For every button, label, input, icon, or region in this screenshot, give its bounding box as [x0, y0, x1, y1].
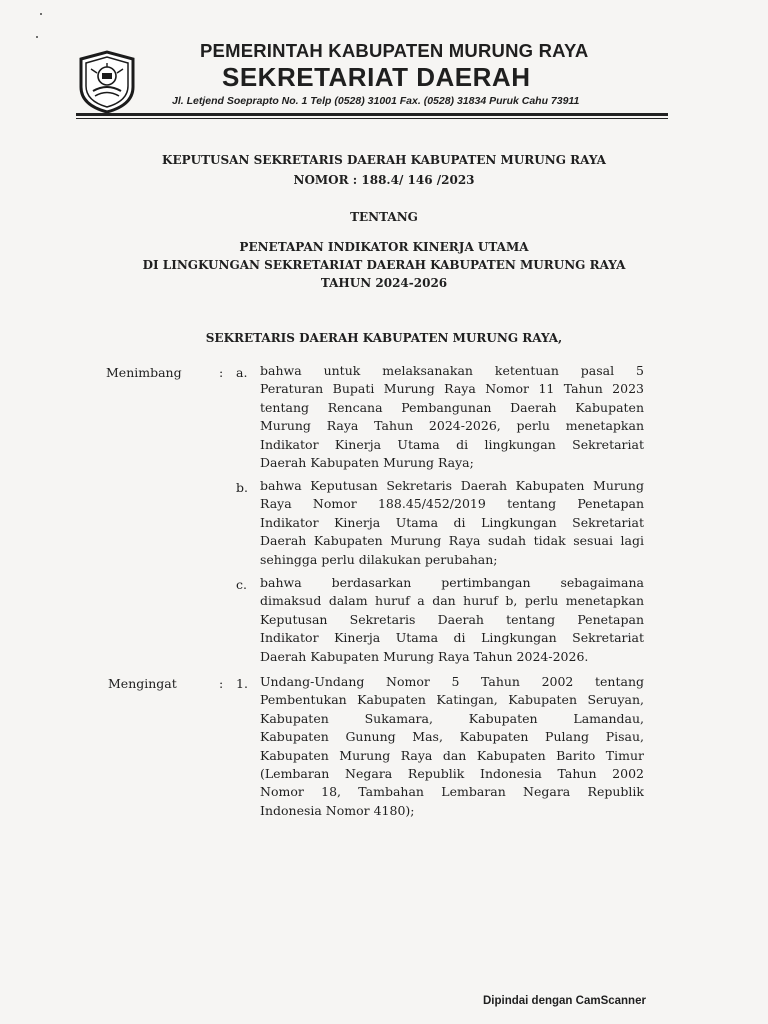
text-line: Indonesia Nomor 4180);: [260, 802, 415, 818]
menimbang-item-c: [260, 574, 644, 666]
text-line: bahwa untuk melaksanakan ketentuan pasal 5: [260, 363, 644, 378]
scanner-watermark: Dipindai dengan CamScanner: [483, 995, 646, 1007]
text-line: bahwa berdasarkan pertimbangan sebagaimana: [260, 575, 644, 590]
mengingat-label: Mengingat: [108, 676, 177, 691]
text-line: sehingga perlu dilakukan perubahan;: [260, 551, 498, 567]
mengingat-colon: :: [219, 676, 224, 691]
subject-line-1: PENETAPAN INDIKATOR KINERJA UTAMA: [239, 240, 529, 254]
letterhead-office: SEKRETARIAT DAERAH: [222, 62, 531, 92]
letterhead-address: Jl. Letjend Soeprapto No. 1 Telp (0528) 31001 Fax. (0528) 31834 Puruk Cahu 73911: [172, 95, 580, 107]
text-line: Nomor 18, Tambahan Lembaran Negara Republik: [260, 784, 644, 800]
menimbang-item-b: [260, 477, 644, 569]
text-line: Indikator Kinerja Utama di lingkungan Sekretariat: [260, 436, 644, 452]
text-line: Raya Nomor 188.45/452/2019 tentang Penetapan: [260, 496, 644, 512]
text-line: Daerah Kabupaten Murung Raya Tahun 2024-2026.: [260, 648, 589, 664]
menimbang-marker-c: c.: [236, 577, 247, 592]
menimbang-item-a: [260, 362, 644, 472]
letterhead-rule-thin: [76, 118, 668, 119]
mengingat-item-1: [260, 673, 644, 820]
menimbang-label: Menimbang: [106, 365, 182, 380]
text-line: dimaksud dalam huruf a dan huruf b, perlu menetapkan: [260, 593, 644, 609]
text-line: Undang-Undang Nomor 5 Tahun 2002 tentang: [260, 674, 644, 689]
decree-title: KEPUTUSAN SEKRETARIS DAERAH KABUPATEN MURUNG RAYA: [162, 153, 606, 167]
scan-speck: [40, 13, 42, 15]
mengingat-marker-1: 1.: [236, 676, 248, 691]
menimbang-marker-b: b.: [236, 480, 248, 495]
text-line: Murung Raya Tahun 2024-2026, perlu menetapkan: [260, 418, 644, 434]
text-line: Pembentukan Kabupaten Katingan, Kabupaten Seruyan,: [260, 692, 644, 708]
text-line: Peraturan Bupati Murung Raya Nomor 11 Tahun 2023: [260, 381, 644, 397]
text-line: bahwa Keputusan Sekretaris Daerah Kabupaten Murung: [260, 478, 644, 493]
text-line: tentang Rencana Pembangunan Daerah Kabupaten: [260, 399, 644, 415]
regency-crest-icon: [75, 49, 139, 115]
text-line: Daerah Kabupaten Murung Raya;: [260, 455, 474, 471]
text-line: Indikator Kinerja Utama di Lingkungan Sekretariat: [260, 630, 644, 646]
text-line: Kabupaten Gunung Mas, Kabupaten Pulang Pisau,: [260, 729, 644, 745]
text-line: Kabupaten Murung Raya dan Kabupaten Barito Timur: [260, 747, 644, 763]
text-line: Indikator Kinerja Utama di Lingkungan Sekretariat: [260, 514, 644, 530]
text-line: Daerah Kabupaten Murung Raya sudah tidak sesuai lagi: [260, 533, 644, 549]
scan-speck: [36, 36, 38, 38]
text-line: Kabupaten Sukamara, Kabupaten Lamandau,: [260, 710, 644, 726]
menimbang-marker-a: a.: [236, 365, 248, 380]
issuer-heading: SEKRETARIS DAERAH KABUPATEN MURUNG RAYA,: [205, 331, 563, 345]
subject-line-2: DI LINGKUNGAN SEKRETARIAT DAERAH KABUPATEN MURUNG RAYA: [142, 258, 626, 272]
about-heading: TENTANG: [350, 210, 418, 224]
letterhead-government: PEMERINTAH KABUPATEN MURUNG RAYA: [200, 40, 589, 61]
text-line: (Lembaran Negara Republik Indonesia Tahun 2002: [260, 766, 644, 782]
decree-number: NOMOR : 188.4/ 146 /2023: [293, 173, 475, 187]
text-line: Keputusan Sekretaris Daerah tentang Penetapan: [260, 611, 644, 627]
menimbang-colon: :: [219, 365, 224, 380]
subject-line-3: TAHUN 2024-2026: [320, 276, 448, 290]
letterhead-rule: [76, 113, 668, 116]
